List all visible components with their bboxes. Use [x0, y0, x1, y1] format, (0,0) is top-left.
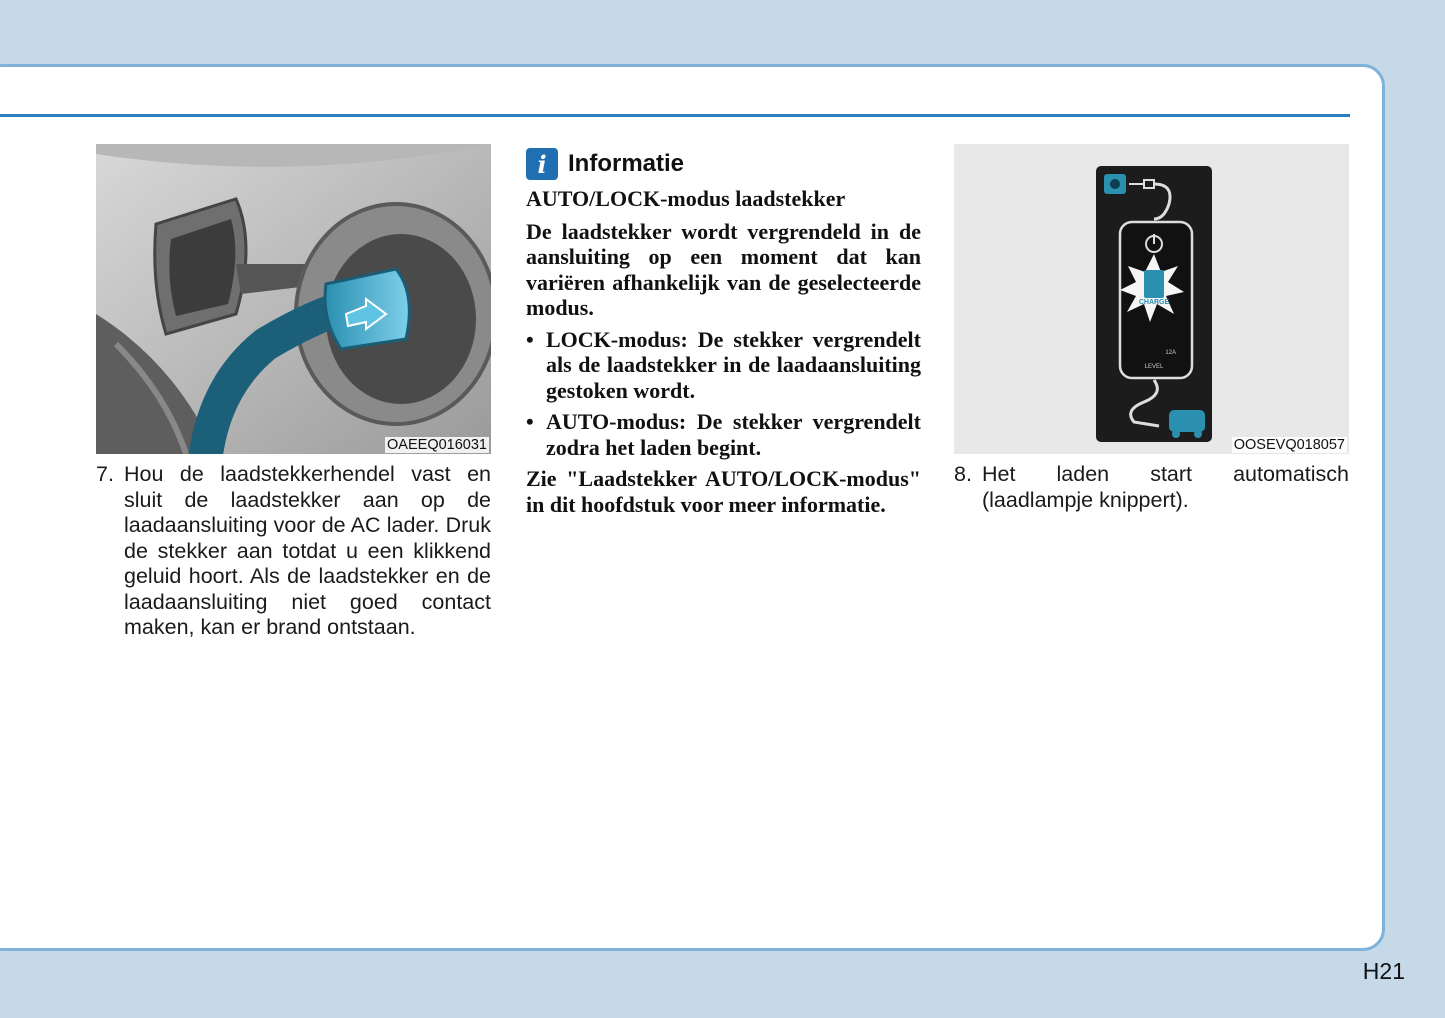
- figure-code: OOSEVQ018057: [1233, 437, 1345, 453]
- left-column: [96, 144, 491, 641]
- charging-plug-illustration: [96, 144, 491, 454]
- page-number: H21: [1362, 958, 1405, 984]
- bullet-text: AUTO-modus: De stekker vergrendelt zodra het laden begint.: [546, 409, 921, 460]
- info-footer: Zie "Laadstekker AUTO/LOCK-modus" in dit hoofdstuk voor meer informatie.: [526, 466, 921, 517]
- charge-label: CHARGE: [1138, 299, 1170, 306]
- step-number: 8.: [954, 462, 972, 486]
- info-column: [526, 144, 921, 517]
- info-title: Informatie: [568, 150, 685, 177]
- right-column: [954, 144, 1349, 513]
- step-text: Het laden start automatisch (laadlampje knippert).: [982, 462, 1349, 512]
- level-label: LEVEL: [1144, 364, 1164, 370]
- header-rule: [0, 114, 1350, 117]
- step-number: 7.: [96, 462, 114, 486]
- info-header: [526, 146, 921, 182]
- bullet-dot: •: [526, 326, 534, 352]
- info-icon: i: [526, 148, 558, 180]
- charger-panel-illustration: [954, 144, 1349, 454]
- step-8: [954, 462, 1349, 513]
- info-intro: De laadstekker wordt vergrendeld in de aansluiting op een moment dat kan variëren afhankelijk van de geselecteerde modus.: [526, 218, 921, 320]
- step-7: [96, 462, 491, 641]
- bullet-dot: •: [526, 409, 534, 434]
- charger-panel-figure: [954, 144, 1349, 454]
- bullet-auto-mode: [526, 409, 921, 460]
- info-subtitle: AUTO/LOCK-modus laadstekker: [526, 186, 846, 211]
- amp-label: 12A: [1165, 350, 1176, 356]
- bullet-lock-mode: [526, 327, 921, 404]
- figure-code: OAEEQ016031: [387, 437, 487, 453]
- bullet-text: LOCK-modus: De stekker vergrendelt als de laadstekker in de laadaansluiting gestoken wordt.: [546, 326, 921, 403]
- step-text: Hou de laadstekkerhendel vast en sluit de laadstekker aan op de laadaansluiting voor de AC lader. Druk de stekker aan totdat u een klikkend geluid hoort. Als de laadstekker en de laadaansluiting niet goed contact maken, kan er brand ontstaan.: [124, 462, 491, 639]
- charging-port-figure: [96, 144, 491, 454]
